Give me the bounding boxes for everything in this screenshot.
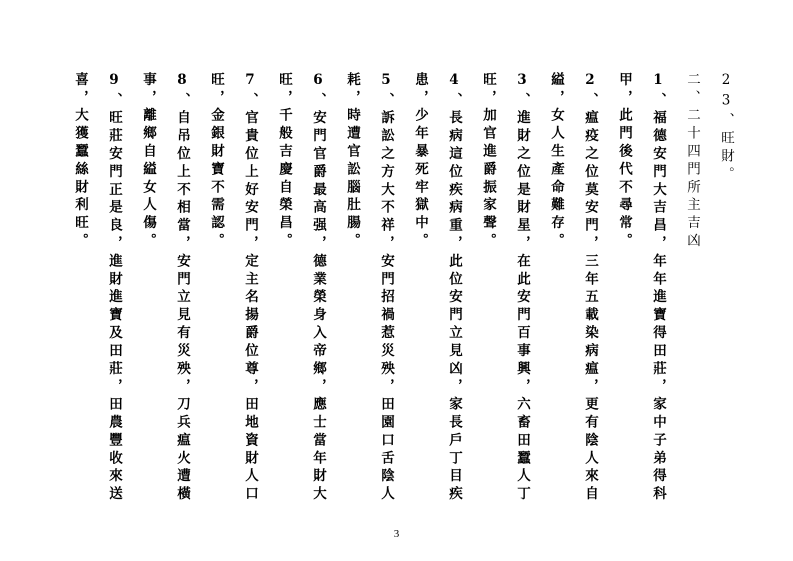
text-column-item-5: 5、訴訟之方大不祥，安門招禍惹災殃，田園口舌陰人 xyxy=(378,72,394,505)
text-column-item-2: 2、瘟疫之位莫安門，三年五載染病瘟，更有陰人來自 xyxy=(582,72,598,505)
text-column-item-1-cont: 甲，此門後代不尋常。 xyxy=(616,72,632,251)
text-column-item-6: 6、安門官爵最高强，德業榮身入帝鄉，應士當年財大 xyxy=(310,72,326,505)
text-column-item-8: 8、自吊位上不相當，安門立見有災殃，刀兵瘟火遭橫 xyxy=(174,72,190,505)
text-column-item-9: 9、旺莊安門正是良，進財進寶及田莊，田農豐收來送 xyxy=(106,72,122,505)
text-column-item-4: 4、長病這位疾病重，此位安門立見凶，家長戶丁目疾 xyxy=(446,72,462,505)
text-column-item-8-cont: 事，離鄉自縊女人傷。 xyxy=(140,72,156,251)
page-number: 3 xyxy=(393,528,400,540)
text-column-item-1: 1、福德安門大吉昌，年年進寶得田莊，家中子弟得科 xyxy=(650,72,666,505)
section-heading-column: 二、二十四門所主吉凶 xyxy=(684,72,700,251)
text-column-item-3: 3、進財之位是財星，在此安門百事興，六畜田蠶人丁 xyxy=(514,72,530,505)
text-column-item-2-cont: 縊，女人生產命難存。 xyxy=(548,72,564,251)
text-column-item-3-cont: 旺，加官進爵振家聲。 xyxy=(480,72,496,251)
text-column-item-5-cont: 耗，時遭官訟腦肚腸。 xyxy=(344,72,360,251)
text-column-item-4-cont: 患，少年暴死牢獄中。 xyxy=(412,72,428,251)
text-column-23: 23、旺財。 xyxy=(718,72,734,185)
text-column-item-7-cont: 旺，金銀財寶不需認。 xyxy=(208,72,224,251)
text-column-item-7: 7、官貴位上好安門，定主名揚爵位尊，田地資財人口 xyxy=(242,72,258,505)
text-column-item-6-cont: 旺，千般吉慶自榮昌。 xyxy=(276,72,292,251)
text-column-item-9-cont: 喜，大獲蠶絲財利旺。 xyxy=(72,72,88,251)
